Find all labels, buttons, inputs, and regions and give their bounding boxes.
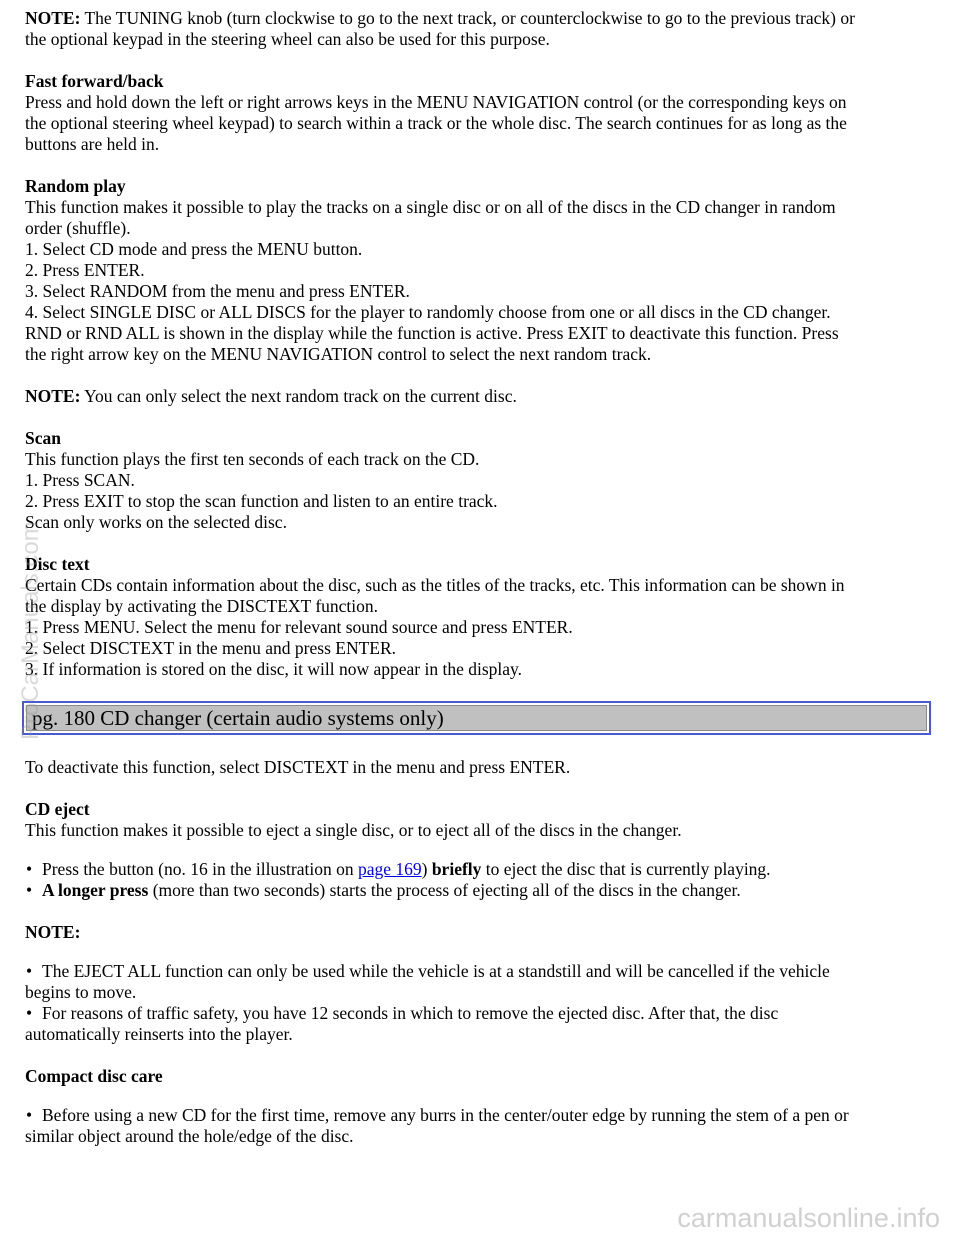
eject-list [25,859,937,901]
bullet-icon: • [26,961,33,981]
section-heading: Disc text [25,554,90,574]
list-item: • A longer press (more than two seconds) starts the process of ejecting all of the discs in the changer. [26,880,741,900]
section-fast-forward: Fast forward/back Press and hold down the left or right arrows keys in the MENU NAVIGATION control (or the corresponding keys on the optional steering wheel keypad) to search within a track or the whole disc. The search continues for as long as the buttons are held in. [25,71,937,155]
page-banner [22,701,931,735]
section-heading: Random play [25,176,126,196]
eject-note-list [25,961,937,1045]
list-item: • Before using a new CD for the first time, remove any burrs in the center/outer edge by running the stem of a pen or similar object around the hole/edge of the disc. [25,1105,849,1146]
bullet-icon: • [26,859,33,879]
section-cd-eject: CD eject This function makes it possible to eject a single disc, or to eject all of the discs in the changer. [25,799,937,841]
note-tuning: NOTE: The TUNING knob (turn clockwise to go to the next track, or counterclockwise to go to the previous track) or the optional keypad in the steering wheel can also be used for this purpose. [25,8,855,49]
disc-care-list [25,1105,937,1147]
bottom-watermark: carmanualsonline.info [677,1203,940,1233]
section-disc-text: Disc text Certain CDs contain information about the disc, such as the titles of the tracks, etc. This information can be shown in the display by activating the DISCTEXT function. 1. Press MENU. Select the menu for relevant sound source and press ENTER. 2. Select DISCTEXT in the menu and press ENTER. 3. If information is stored on the disc, it will now appear in the display. [25,554,937,680]
section-random-play: Random play This function makes it possible to play the tracks on a single disc or on all of the discs in the CD changer in random order (shuffle). 1. Select CD mode and press the MENU button. 2. Press ENTER. 3. Select RANDOM from the menu and press ENTER. 4. Select SINGLE DISC or ALL DISCS for the player to randomly choose from one or all discs in the CD changer. RND or RND ALL is shown in the display while the function is active. Press EXIT to deactivate this function. Press the right arrow key on the MENU NAVIGATION control to select the next random track. [25,176,937,365]
section-heading: Scan [25,428,61,448]
note-label: NOTE: [25,386,81,406]
page-169-link[interactable]: page 169 [357,859,422,879]
section-heading: Fast forward/back [25,71,164,91]
manual-page [25,8,937,1168]
section-heading: CD eject [25,799,90,819]
bullet-icon: • [26,1003,33,1023]
bullet-icon: • [26,880,33,900]
bullet-icon: • [26,1105,33,1125]
section-heading: Compact disc care [25,1066,163,1086]
page-banner-title: pg. 180 CD changer (certain audio systems only) [26,705,927,731]
note-eject [25,922,937,943]
list-item: • For reasons of traffic safety, you have 12 seconds in which to remove the ejected disc. After that, the disc automatically reinserts into the player. [25,1003,779,1044]
note-label: NOTE: [25,922,81,942]
deactivate-text: To deactivate this function, select DISCTEXT in the menu and press ENTER. [25,757,571,777]
note-label: NOTE: [25,8,81,28]
note-random: NOTE: You can only select the next random track on the current disc. [25,386,517,406]
list-item: • The EJECT ALL function can only be used while the vehicle is at a standstill and will be cancelled if the vehicle begins to move. [25,961,830,1002]
side-watermark: ProCarManuals.com [17,521,44,740]
list-item: • Press the button (no. 16 in the illustration on page 169) briefly to eject the disc that is currently playing. [26,859,771,879]
section-disc-care [25,1066,937,1087]
section-scan: Scan This function plays the first ten seconds of each track on the CD. 1. Press SCAN. 2. Press EXIT to stop the scan function and listen to an entire track. Scan only works on the selected disc. [25,428,937,533]
